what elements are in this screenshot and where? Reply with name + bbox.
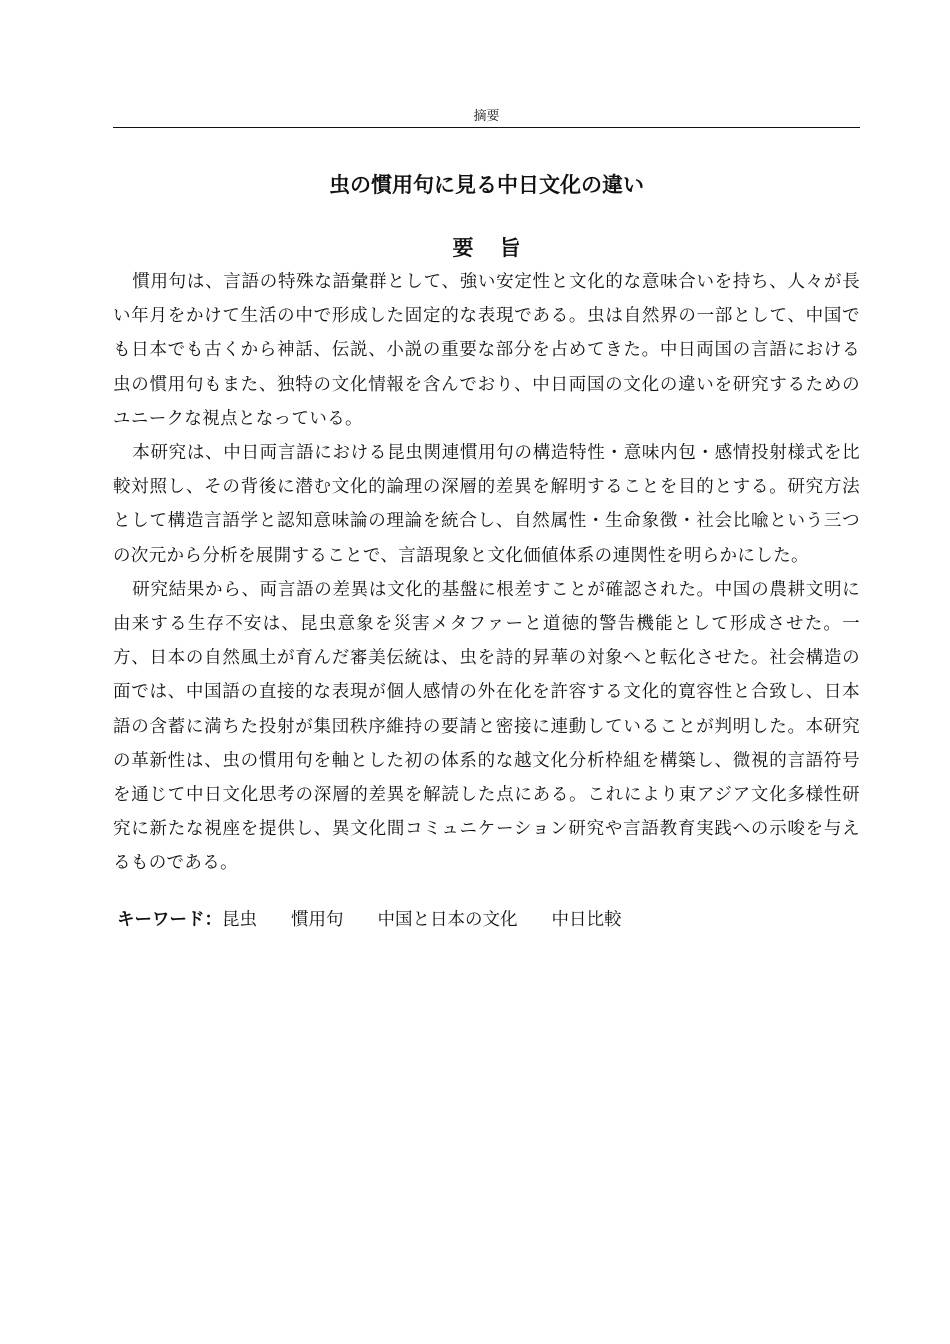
keywords-line [117,905,860,935]
running-header: 摘要 [473,109,500,124]
abstract-paragraph-1: 慣用句は、言語の特殊な語彙群として、強い安定性と文化的な意味合いを持ち、人々が長い年月をかけて生活の中で形成した固定的な表現である。虫は自然界の一部として、中国でも日本でも古くから神話、伝説、小説の重要な部分を占めてきた。中日両国の言語における虫の慣用句もまた、独特の文化情報を含んでおり、中日両国の文化の違いを研究するためのユニークな視点となっている。 [113,272,860,429]
header-divider [113,127,860,128]
abstract-body [113,265,860,881]
keywords-label: キーワード： [117,910,222,930]
keyword-item: 中国と日本の文化 [377,910,518,930]
document-title: 虫の慣用句に見る中日文化の違い [329,173,644,197]
keyword-item: 中日比較 [551,910,622,930]
keyword-item: 昆虫 [222,910,257,930]
keyword-item: 慣用句 [291,910,344,930]
section-heading: 要旨 [452,236,547,260]
abstract-paragraph-3: 研究結果から、両言語の差異は文化的基盤に根差すことが確認された。中国の農耕文明に由来する生存不安は、昆虫意象を災害メタファーと道徳的警告機能として形成させた。一方、日本の自然風土が育んだ審美伝統は、虫を詩的昇華の対象へと転化させた。社会構造の面では、中国語の直接的な表現が個人感情の外在化を許容する文化的寛容性と合致し、日本語の含蓄に満ちた投射が集団秩序維持の要請と密接に連動していることが判明した。本研究の革新性は、虫の慣用句を軸とした初の体系的な越文化分析枠組を構築し、微視的言語符号を通じて中日文化思考の深層的差異を解読した点にある。これにより東アジア文化多様性研究に新たな視座を提供し、異文化間コミュニケーション研究や言語教育実践への示唆を与えるものである。 [113,579,860,874]
abstract-paragraph-2: 本研究は、中日両言語における昆虫関連慣用句の構造特性・意味内包・感情投射様式を比較対照し、その背後に潜む文化的論理の深層的差異を解明することを目的とする。研究方法として構造言語学と認知意味論の理論を統合し、自然属性・生命象徴・社会比喩という三つの次元から分析を展開することで、言語現象と文化価値体系の連関性を明らかにした。 [113,443,860,566]
